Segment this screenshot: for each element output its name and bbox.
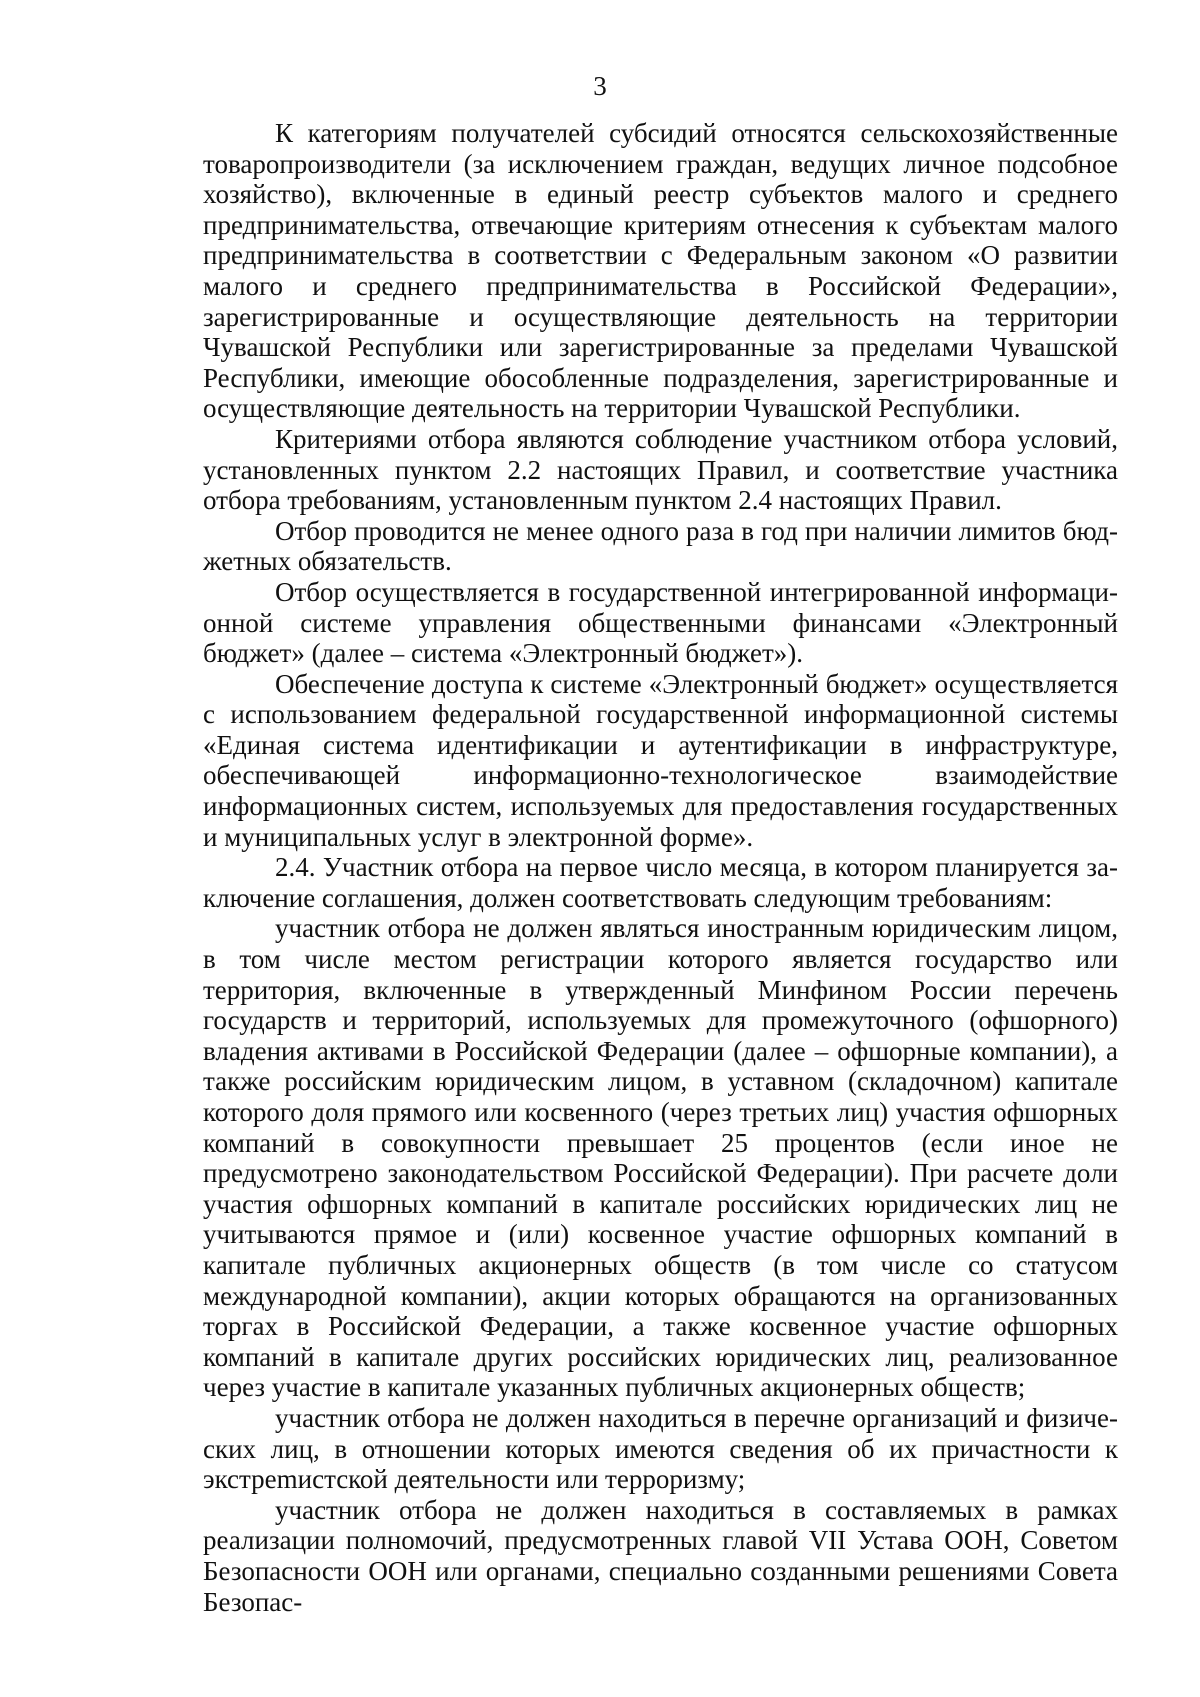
paragraph-electronic-budget-system: Отбор осуществляется в государственной интегрированной информационной системе управления общественными финансами «Электронный бюджет» (далее – система «Электронный бюджет»).: [203, 576, 1118, 669]
paragraph-extremism-requirement: участник отбора не должен находиться в перечне организаций и физических лиц, в отношении которых имеются сведения об их причастности к экстреmистской деятельности или терроризму;: [203, 1402, 1118, 1495]
paragraph-selection-frequency: Отбор проводится не менее одного раза в год при наличии лимитов бюджетных обязательств.: [203, 515, 1118, 577]
paragraph-recipient-categories: К категориям получателей субсидий относятся сельскохозяйственные товаропроизводители (за исключением граждан, ведущих личное подсобное хозяйство), включенные в единый реестр субъектов малого и среднего предпринимательства, отвечающие критериям отнесения к субъектам малого предпринимательства в соответствии с Федеральным законом «О развитии малого и среднего предпринимательства в Российской Федерации», зарегистрированные и осуществляющие деятельность на территории Чувашской Республики или зарегистрированные за пределами Чувашской Республики, имеющие обособленные подразделения, зарегистрированные и осуществляющие деятельность на территории Чувашской Республики.: [203, 118, 1118, 424]
paragraph-system-access: Обеспечение доступа к системе «Электронный бюджет» осуществляется с использованием федеральной государственной информационной системы «Единая система идентификации и аутентификации в инфраструктуре, обеспечивающей информационно-технологическое взаимодействие информационных систем, используемых для предоставления государственных и муниципальных услуг в электронной форме».: [203, 668, 1118, 852]
paragraph-un-security-council-requirement: участник отбора не должен находиться в составляемых в рамках реализации полномочий, предусмотренных главой VII Устава ООН, Советом Безопасности ООН или органами, специально созданными решениями Совета Безопас-: [203, 1494, 1118, 1617]
paragraph-selection-criteria: Критериями отбора являются соблюдение участником отбора условий, установленных пунктом 2.2 настоящих Правил, и соответствие участника отбора требованиям, установленным пунктом 2.4 настоящих Правил.: [203, 423, 1118, 516]
paragraph-offshore-requirement: участник отбора не должен являться иностранным юридическим лицом, в том числе местом регистрации которого является государство или территория, включенные в утвержденный Минфином России перечень государств и территорий, используемых для промежуточного (офшорного) владения активами в Российской Федерации (далее – офшорные компании), а также российским юридическим лицом, в уставном (складочном) капитале которого доля прямого или косвенного (через третьих лиц) участия офшорных компаний в совокупности превышает 25 процентов (если иное не предусмотрено законодательством Российской Федерации). При расчете доли участия офшорных компаний в капитале российских юридических лиц не учитываются прямое и (или) косвенное участие офшорных компаний в капитале публичных акционерных обществ (в том числе со статусом международной компании), акции которых обращаются на организованных торгах в Российской Федерации, а также косвенное участие офшорных компаний в капитале других российских юридических лиц, реализованное через участие в капитале указанных публичных акционерных обществ;: [203, 913, 1118, 1403]
document-body: [203, 118, 1118, 1617]
paragraph-section-2-4: 2.4. Участник отбора на первое число месяца, в котором планируется заключение соглашения, должен соответствовать следующим требованиям:: [203, 852, 1118, 913]
page-number: 3: [593, 71, 607, 101]
